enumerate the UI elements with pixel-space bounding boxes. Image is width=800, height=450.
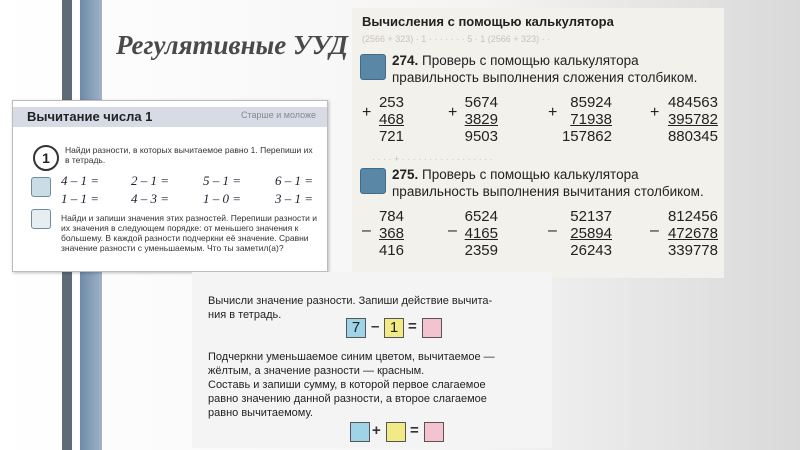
instruction-line: равно значению данной разности, а второе слагаемое xyxy=(208,393,487,405)
column-addition xyxy=(658,94,718,145)
expression: 5 – 1 = xyxy=(203,173,242,188)
plus-sign: + xyxy=(372,422,381,439)
operator: + xyxy=(448,104,458,121)
result: 9503 xyxy=(464,128,498,145)
calculator-icon xyxy=(360,54,386,80)
operator: – xyxy=(650,222,659,239)
operand: 253 xyxy=(378,94,404,111)
bleed-through-text: · · · · + · · · · · · · · · · · · · · · · · xyxy=(372,154,493,164)
instruction-line: жёлтым, а значение разности — красным. xyxy=(208,365,425,377)
textbook-card-subtraction xyxy=(12,100,328,272)
card-header xyxy=(13,107,327,127)
subtrahend-box: 1 xyxy=(384,318,404,338)
operand: 85924 xyxy=(570,94,612,111)
minuend-box: 7 xyxy=(346,318,366,338)
column-addition xyxy=(556,94,612,145)
instruction-line: равно вычитаемому. xyxy=(208,407,313,419)
operand: 71938 xyxy=(570,111,612,128)
problem-text: Проверь с помощью калькулятора правильность выполнения сложения столбиком. xyxy=(392,53,698,85)
instruction-line: Подчеркни уменьшаемое синим цветом, вычитаемое — xyxy=(208,351,495,363)
instruction-line: Вычисли значение разности. Запиши действие вычита- xyxy=(208,295,493,307)
expression: 4 – 3 = xyxy=(131,191,170,206)
operand: 4165 xyxy=(464,225,498,242)
expression: 3 – 1 = xyxy=(275,191,314,206)
bleed-through-text: (2566 + 323) · 1 · · · · · · · 5 · 1 (2566 + 323) · · xyxy=(362,34,551,44)
equals-sign: = xyxy=(410,422,419,439)
operand: 25894 xyxy=(570,225,612,242)
instruction-line: Составь и запиши сумму, в которой первое слагаемое xyxy=(208,379,486,391)
section-heading: Вычисления с помощью калькулятора xyxy=(362,14,614,29)
expression: 1 – 1 = xyxy=(61,191,100,206)
textbook-card-calculator xyxy=(352,8,724,278)
column-subtraction xyxy=(456,208,498,259)
problem-text: Проверь с помощью калькулятора правильность выполнения вычитания столбиком. xyxy=(392,167,704,199)
operand: 472678 xyxy=(667,225,718,242)
operand: 784 xyxy=(378,208,404,225)
operand: 5674 xyxy=(464,94,498,111)
expression: 1 – 0 = xyxy=(203,191,242,206)
instruction-line: ния в тетрадь. xyxy=(208,309,282,321)
operator: + xyxy=(362,104,372,121)
problem-274 xyxy=(392,52,722,86)
operand: 484563 xyxy=(667,94,718,111)
operator: + xyxy=(650,104,660,121)
operand: 468 xyxy=(378,111,404,128)
result: 26243 xyxy=(570,242,612,259)
difference-box xyxy=(422,318,442,338)
equals-sign: = xyxy=(408,318,417,335)
operator: – xyxy=(548,222,557,239)
operator: – xyxy=(448,222,457,239)
pencil-icon xyxy=(31,209,51,229)
result: 2359 xyxy=(464,242,498,259)
problem-275 xyxy=(392,166,722,200)
textbook-card-difference xyxy=(192,272,552,448)
minus-sign: – xyxy=(371,318,380,335)
children-icon xyxy=(31,177,51,197)
problem-number: 275. xyxy=(392,167,419,182)
expression: 4 – 1 = xyxy=(61,173,100,188)
task-text: Найди разности, в которых вычитаемое равно 1. Перепиши их в тетрадь. xyxy=(65,145,313,165)
column-subtraction xyxy=(370,208,404,259)
operand: 52137 xyxy=(570,208,612,225)
result: 416 xyxy=(378,242,404,259)
expression: 6 – 1 = xyxy=(275,173,314,188)
slide-title: Регулятивные УУД xyxy=(116,30,348,60)
card-header-title: Вычитание числа 1 xyxy=(27,109,153,124)
column-subtraction xyxy=(658,208,718,259)
result: 157862 xyxy=(561,128,612,145)
operator: – xyxy=(362,222,371,239)
result: 880345 xyxy=(667,128,718,145)
operand: 6524 xyxy=(464,208,498,225)
result: 339778 xyxy=(667,242,718,259)
addend-box xyxy=(350,422,370,442)
calculator-icon xyxy=(360,168,386,194)
task-number-badge: 1 xyxy=(33,145,59,171)
operand: 368 xyxy=(378,225,404,242)
operator: + xyxy=(548,104,558,121)
column-subtraction xyxy=(556,208,612,259)
column-addition xyxy=(370,94,404,145)
sum-box xyxy=(424,422,444,442)
task2-text: Найди и запиши значения этих разностей. Перепиши разности и их значения в следующем порядке: от меньшего значения к большему. В каждой разности подчеркни её значение. Сравни значение разности с уменьшаемым. Что ты заметил(а)? xyxy=(61,213,317,253)
operand: 812456 xyxy=(667,208,718,225)
expression: 2 – 1 = xyxy=(131,173,170,188)
result: 721 xyxy=(378,128,404,145)
column-addition xyxy=(456,94,498,145)
operand: 3829 xyxy=(464,111,498,128)
card-header-right: Старше и моложе xyxy=(241,110,317,120)
addend-box xyxy=(386,422,406,442)
problem-number: 274. xyxy=(392,53,419,68)
operand: 395782 xyxy=(667,111,718,128)
